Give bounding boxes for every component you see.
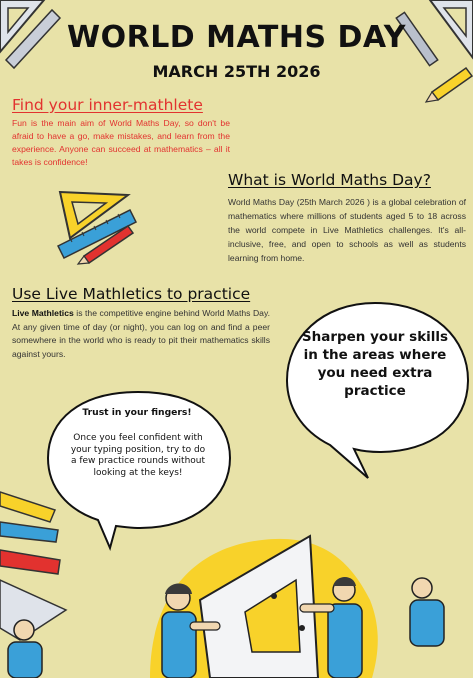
live-mathletics-text [12,307,270,361]
event-date: MARCH 25TH 2026 [152,62,321,81]
practice-bubble-text: Sharpen your skills in the areas where you need extra practice [301,329,449,399]
inner-mathlete-text: Fun is the main aim of World Maths Day, so don't be afraid to have a go, make mistakes, and learn from the experience. Anyone can succeed at mathematics – all it takes is confidence! [12,118,230,167]
what-is-heading: What is World Maths Day? [228,171,431,189]
student-illustration [410,578,444,646]
live-mathletics-bold: Live Mathletics [12,308,74,318]
ruler-icon [0,492,66,640]
live-mathletics-heading: Use Live Mathletics to practice [12,285,251,303]
page-title: WORLD MATHS DAY [67,20,406,55]
fingers-bubble-text: Once you feel confident with your typing position, try to do a few practice rounds without looking at the keys! [70,433,206,478]
what-is-text: World Maths Day (25th March 2026 ) is a global celebration of mathematics where millions of students aged 5 to 18 across the world compete in Live Mathletics challenges. It's all-inclusive, free, and open to schools as well as students learning from home. [228,197,466,263]
fingers-bubble-heading: Trust in your fingers! [82,407,192,418]
live-mathletics-body: is the competitive engine behind World Maths Day. At any given time of day (or night), you can log on and find a peer somewhere in the world who is ready to pit their mathematics skills against yours. [12,308,270,359]
inner-mathlete-heading: Find your inner-mathlete [12,96,203,114]
